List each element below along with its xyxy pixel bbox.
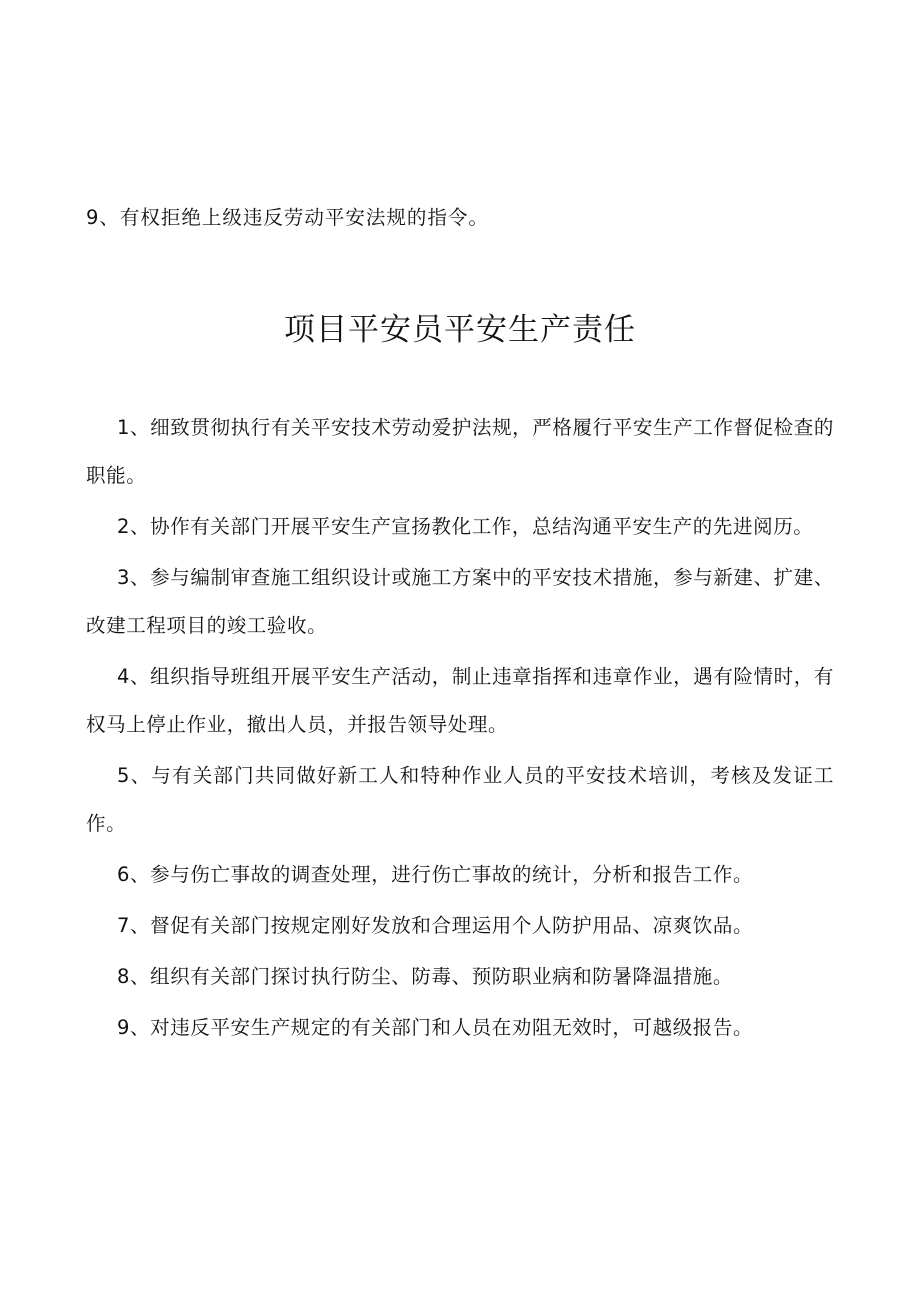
responsibility-item-9: 9、对违反平安生产规定的有关部门和人员在劝阻无效时，可越级报告。 <box>117 1016 754 1039</box>
section-title: 项目平安员平安生产责任 <box>284 312 636 348</box>
responsibility-item-8: 8、组织有关部门探讨执行防尘、防毒、预防职业病和防暑降温措施。 <box>117 965 734 988</box>
responsibility-item-6: 6、参与伤亡事故的调查处理，进行伤亡事故的统计，分析和报告工作。 <box>117 863 754 886</box>
responsibility-item-5: 5、与有关部门共同做好新工人和特种作业人员的平安技术培训，考核及发证工作。 <box>86 764 834 835</box>
responsibility-item-4: 4、组织指导班组开展平安生产活动，制止违章指挥和违章作业，遇有险情时，有权马上停止作业，撤出人员，并报告领导处理。 <box>86 665 834 736</box>
responsibility-item-3: 3、参与编制审查施工组织设计或施工方案中的平安技术措施，参与新建、扩建、改建工程项目的竣工验收。 <box>86 566 834 637</box>
responsibility-item-1: 1、细致贯彻执行有关平安技术劳动爱护法规，严格履行平安生产工作督促检查的职能。 <box>86 416 834 487</box>
responsibility-item-2: 2、协作有关部门开展平安生产宣扬教化工作，总结沟通平安生产的先进阅历。 <box>117 515 814 538</box>
responsibility-item-7: 7、督促有关部门按规定刚好发放和合理运用个人防护用品、凉爽饮品。 <box>117 914 754 937</box>
responsibility-list <box>86 404 834 1055</box>
previous-section-item-9: 9、有权拒绝上级违反劳动平安法规的指令。 <box>86 206 489 229</box>
